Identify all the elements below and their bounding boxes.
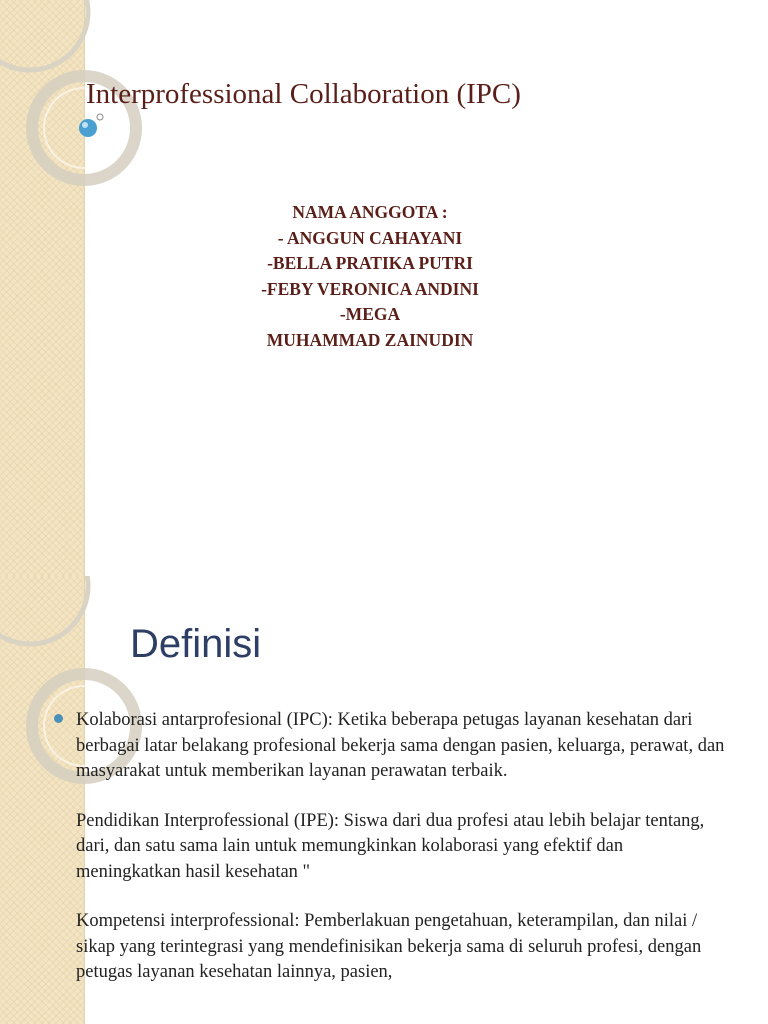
- definition-content: [76, 708, 726, 1010]
- slide-title-heading: Interprofessional Collaboration (IPC): [86, 78, 521, 110]
- bullet-icon: [54, 714, 63, 723]
- member-list-heading: NAMA ANGGOTA :: [292, 202, 448, 222]
- decorative-side-strip: [0, 0, 85, 576]
- slide-definition: [0, 576, 768, 1024]
- member-name: -MEGA: [339, 304, 401, 324]
- member-name: -BELLA PRATIKA PUTRI: [267, 253, 473, 273]
- definition-paragraph: Pendidikan Interprofessional (IPE): Siswa dari dua profesi atau lebih belajar tentang, dari, dan satu sama lain untuk memungkinkan kolaborasi yang efektif dan meningkatkan hasil kesehatan ": [76, 810, 705, 882]
- member-name: - ANGGUN CAHAYANI: [277, 227, 463, 248]
- section-heading: Definisi: [130, 622, 262, 666]
- member-list: [100, 200, 640, 353]
- decorative-side-strip: [0, 576, 85, 1024]
- member-name: -FEBY VERONICA ANDINI: [261, 278, 479, 299]
- definition-paragraph: Kompetensi interprofessional: Pemberlakuan pengetahuan, keterampilan, dan nilai / sikap yang terintegrasi yang mendefinisikan bekerja sama di seluruh profesi, dengan petugas layanan kesehatan lainnya, pasien,: [76, 911, 702, 982]
- definition-paragraph: Kolaborasi antarprofesional (IPC): Ketika beberapa petugas layanan kesehatan dari berbagai latar belakang profesional bekerja sama dengan pasien, keluarga, perawat, dan masyarakat untuk memberikan layanan perawatan terbaik.: [76, 710, 725, 781]
- member-name: MUHAMMAD ZAINUDIN: [266, 329, 474, 350]
